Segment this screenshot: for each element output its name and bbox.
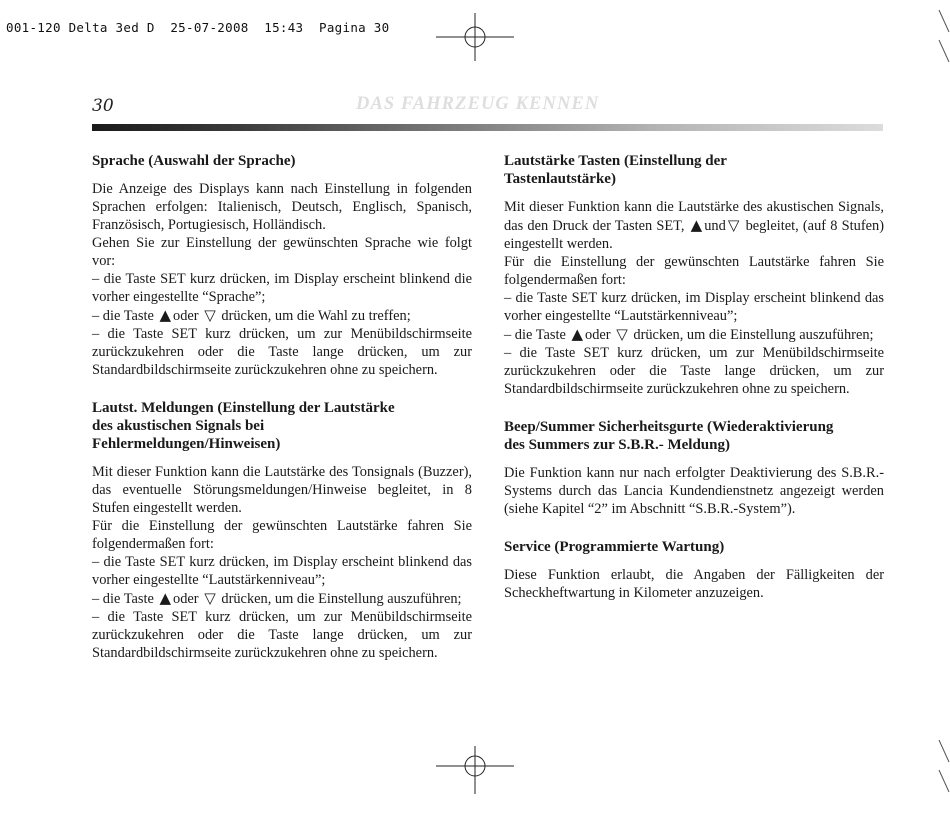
print-slug: 001-120 Delta 3ed D 25-07-2008 15:43 Pagina 30 xyxy=(6,20,390,35)
list-step: – die Taste SET kurz drücken, um zur Menübildschirmseite zurückzukehren oder die Taste lange drücken, um zur Standardbildschirmseite zurückzukehren ohne zu speichern. xyxy=(92,326,472,378)
paragraph: Mit dieser Funktion kann die Lautstärke des Tonsignals (Buzzer), das eventuelle Störungsmeldungen/Hinweise begleitet, in 8 Stufen eingestellt werden. xyxy=(92,464,472,516)
section-heading-service: Service (Programmierte Wartung) xyxy=(504,539,725,555)
up-triangle-icon: ▲ xyxy=(159,306,172,324)
section-heading-beep-summer: Beep/Summer Sicherheitsgurte (Wiederaktivierung des Summers zur S.B.R.- Meldung) xyxy=(504,419,834,453)
down-triangle-icon: ▽ xyxy=(204,589,216,607)
step-text: Mit dieser Funktion kann die Lautstärke des akustischen Signals, das den Druck der Tasten SET, xyxy=(504,199,884,234)
left-column xyxy=(92,152,472,662)
header-rule xyxy=(92,124,883,131)
step-text: oder xyxy=(585,327,611,343)
list-step xyxy=(92,306,472,325)
down-triangle-icon: ▽ xyxy=(616,325,628,343)
down-triangle-icon: ▽ xyxy=(204,306,216,324)
step-text: drücken, um die Einstellung auszuführen; xyxy=(633,327,874,343)
paragraph: Gehen Sie zur Einstellung der gewünschten Sprache wie folgt vor: xyxy=(92,235,472,269)
running-title: DAS FAHRZEUG KENNEN xyxy=(356,94,600,114)
paragraph: Die Funktion kann nur nach erfolgter Deaktivierung des S.B.R.-Systems durch das Lancia Kundendienstnetz angezeigt werden (siehe Kapitel “2” im Abschnitt “S.B.R.-System”). xyxy=(504,465,884,517)
paragraph: Die Anzeige des Displays kann nach Einstellung in folgenden Sprachen erfolgen: Italienisch, Deutsch, Englisch, Spanisch, Französisch, Portugiesisch, Holländisch. xyxy=(92,181,472,233)
step-text: drücken, um die Wahl zu treffen; xyxy=(221,308,411,324)
list-step: – die Taste SET kurz drücken, im Display erscheint blinkend die vorher eingestellte “Sprache”; xyxy=(92,271,472,305)
list-step: – die Taste SET kurz drücken, im Display erscheint blinkend das vorher eingestellte “Lautstärkenniveau”; xyxy=(92,554,472,588)
down-triangle-icon: ▽ xyxy=(727,216,740,234)
list-step: – die Taste SET kurz drücken, im Display erscheint blinkend das vorher eingestellte “Lautstärkenniveau”; xyxy=(504,290,884,324)
registration-mark-bottom xyxy=(436,746,514,794)
step-text: oder xyxy=(173,308,199,324)
step-text: oder xyxy=(173,591,199,607)
section-heading-lautst-meldungen: Lautst. Meldungen (Einstellung der Lautstärke des akustischen Signals bei Fehlermeldungen/Hinweisen) xyxy=(92,400,395,452)
step-text: – die Taste xyxy=(92,308,154,324)
list-step xyxy=(92,589,472,608)
right-column xyxy=(504,152,884,602)
step-text: begleitet, (auf 8 Stufen) eingestellt werden. xyxy=(504,218,885,252)
up-triangle-icon: ▲ xyxy=(159,589,172,607)
paragraph: Für die Einstellung der gewünschten Lautstärke fahren Sie folgendermaßen fort: xyxy=(92,518,472,552)
section-heading-lautstaerke-tasten: Lautstärke Tasten (Einstellung der Tastenlautstärke) xyxy=(504,153,727,187)
paragraph: Diese Funktion erlaubt, die Angaben der Fälligkeiten der Scheckheftwartung in Kilometer anzuzeigen. xyxy=(504,567,884,601)
section-heading-sprache: Sprache (Auswahl der Sprache) xyxy=(92,153,296,169)
paragraph xyxy=(504,198,884,253)
up-triangle-icon: ▲ xyxy=(690,216,703,234)
step-text: drücken, um die Einstellung auszuführen; xyxy=(221,591,462,607)
page-number: 30 xyxy=(92,96,114,116)
list-step: – die Taste SET kurz drücken, um zur Menübildschirmseite zurückzukehren oder die Taste lange drücken, um zur Standardbildschirmseite zurückzukehren ohne zu speichern. xyxy=(92,609,472,661)
list-step: – die Taste SET kurz drücken, um zur Menübildschirmseite zurückzukehren oder die Taste lange drücken, um zur Standardbildschirmseite zurückzukehren ohne zu speichern. xyxy=(504,345,884,397)
registration-mark-top xyxy=(436,13,514,61)
up-triangle-icon: ▲ xyxy=(571,325,584,343)
paragraph: Für die Einstellung der gewünschten Lautstärke fahren Sie folgendermaßen fort: xyxy=(504,254,884,288)
crop-marks-right xyxy=(938,0,950,815)
step-text: – die Taste xyxy=(92,591,154,607)
step-text: – die Taste xyxy=(504,327,566,343)
step-text: und xyxy=(704,218,726,234)
list-step xyxy=(504,325,884,344)
